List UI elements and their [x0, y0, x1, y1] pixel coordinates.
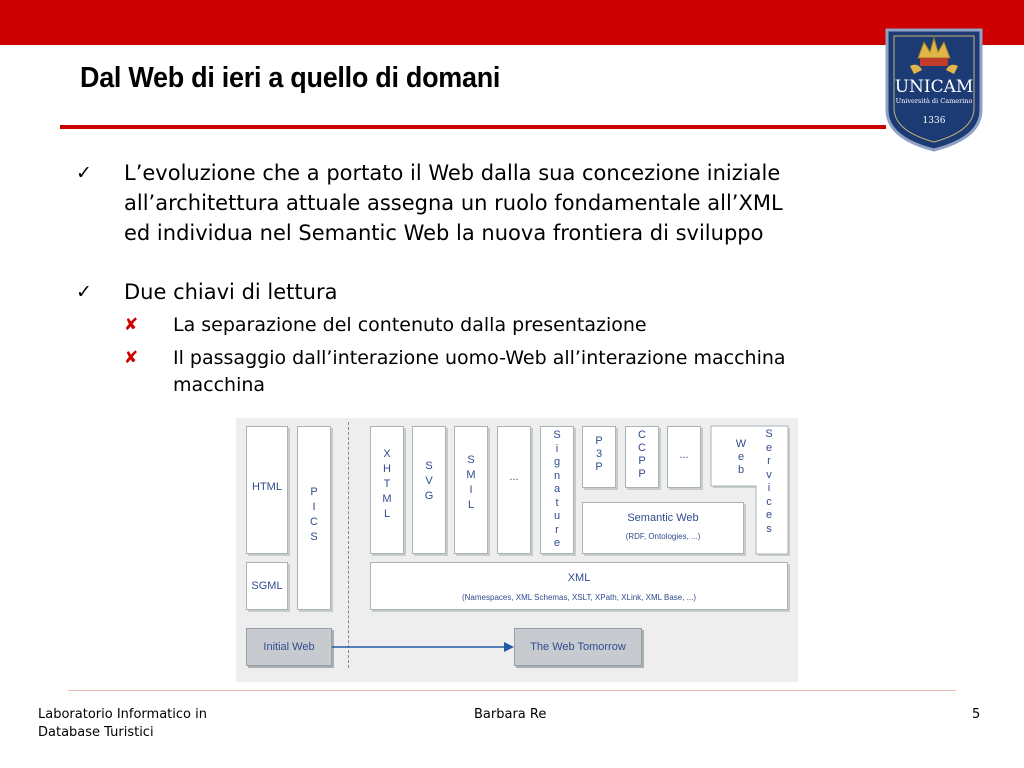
logo-name: UNICAM [894, 77, 974, 97]
box-xhtml [370, 426, 404, 554]
cross-icon: ✘ [124, 315, 139, 335]
letter: C [638, 442, 646, 454]
box-signature [540, 426, 574, 554]
letter: P [310, 486, 318, 498]
letter: t [555, 496, 559, 509]
letter: X [383, 448, 391, 460]
arrow-icon [332, 641, 516, 653]
sub-bullet-1-line-1: La separazione del contenuto dalla presentazione [173, 314, 647, 336]
title-underline [60, 125, 886, 129]
letter: s [766, 522, 772, 535]
top-red-bar [0, 0, 1024, 45]
letter: C [638, 429, 646, 441]
letter: S [467, 454, 475, 466]
letter: I [312, 501, 316, 513]
letter: M [382, 493, 392, 505]
box-html: HTML [246, 426, 288, 554]
letter: b [737, 464, 745, 476]
logo-subtitle: Università di Camerino [895, 97, 973, 105]
slide-title: Dal Web di ieri a quello di domani [80, 62, 501, 94]
letter: u [553, 510, 561, 522]
box-pics [297, 426, 331, 610]
letter: P [595, 461, 603, 473]
letter: 3 [595, 448, 603, 460]
letter: i [767, 482, 771, 494]
letter: e [737, 451, 745, 463]
sub-bullet-2-line-1: Il passaggio dall’interazione uomo-Web all’interazione macchina [173, 347, 786, 369]
letter: a [553, 483, 561, 495]
footer-rule [68, 690, 956, 691]
letter: r [767, 455, 771, 467]
letter: P [638, 468, 646, 480]
letter: H [383, 463, 391, 475]
letter: e [765, 509, 773, 521]
checkmark-icon: ✓ [76, 281, 92, 303]
bullet-1-line-3: ed individua nel Semantic Web la nuova frontiera di sviluppo [124, 221, 764, 245]
box-web-tomorrow: The Web Tomorrow [514, 628, 642, 666]
letter: S [765, 428, 773, 440]
letter: C [310, 516, 318, 528]
letter: g [553, 456, 561, 468]
letter: G [424, 490, 434, 502]
bullet-2-line-1: Due chiavi di lettura [124, 280, 338, 304]
footer-author: Barbara Re [474, 707, 547, 722]
letter: L [383, 508, 391, 520]
letter: I [469, 484, 473, 496]
cross-icon: ✘ [124, 348, 139, 368]
diagram-divider [348, 422, 349, 668]
letter: M [466, 469, 476, 481]
xml-label: XML [567, 572, 591, 584]
letter: r [555, 523, 559, 536]
bullet-1-line-2: all’architettura attuale assegna un ruolo fondamentale all’XML [124, 191, 783, 215]
box-smil [454, 426, 488, 554]
letter: S [425, 460, 433, 472]
checkmark-icon: ✓ [76, 162, 92, 184]
letter: P [638, 455, 646, 467]
box-p3p [582, 426, 616, 488]
xml-sub: (Namespaces, XML Schemas, XSLT, XPath, XLink, XML Base, ...) [461, 593, 697, 602]
letter: S [553, 429, 561, 441]
box-dots-2: ... [667, 426, 701, 488]
letter: L [467, 499, 475, 511]
semantic-web-label: Semantic Web [627, 512, 699, 524]
box-xml [370, 562, 788, 610]
box-svg [412, 426, 446, 554]
box-ccpp [625, 426, 659, 488]
unicam-logo [884, 28, 984, 152]
letter: c [766, 495, 772, 508]
box-initial-web: Initial Web [246, 628, 332, 666]
box-dots-1: ... [497, 426, 531, 554]
letter: P [595, 435, 603, 447]
web-label [726, 430, 756, 477]
letter: i [555, 442, 559, 455]
letter: V [425, 475, 433, 487]
services-label [755, 426, 783, 536]
logo-year: 1336 [922, 116, 946, 126]
letter: W [735, 438, 747, 450]
page-number: 5 [972, 707, 981, 722]
letter: e [553, 537, 561, 549]
letter: e [765, 441, 773, 454]
box-semantic-web [582, 502, 744, 554]
letter: T [383, 478, 391, 490]
letter: S [310, 531, 318, 543]
letter: n [553, 469, 561, 482]
semantic-web-sub: (RDF, Ontologies, ...) [625, 532, 701, 541]
bullet-1-line-1: L’evoluzione che a portato il Web dalla sua concezione iniziale [124, 161, 781, 185]
box-sgml: SGML [246, 562, 288, 610]
letter: v [766, 468, 772, 481]
sub-bullet-2-line-2: macchina [173, 374, 266, 396]
footer-course: Laboratorio Informatico in Database Turistici [38, 707, 207, 740]
